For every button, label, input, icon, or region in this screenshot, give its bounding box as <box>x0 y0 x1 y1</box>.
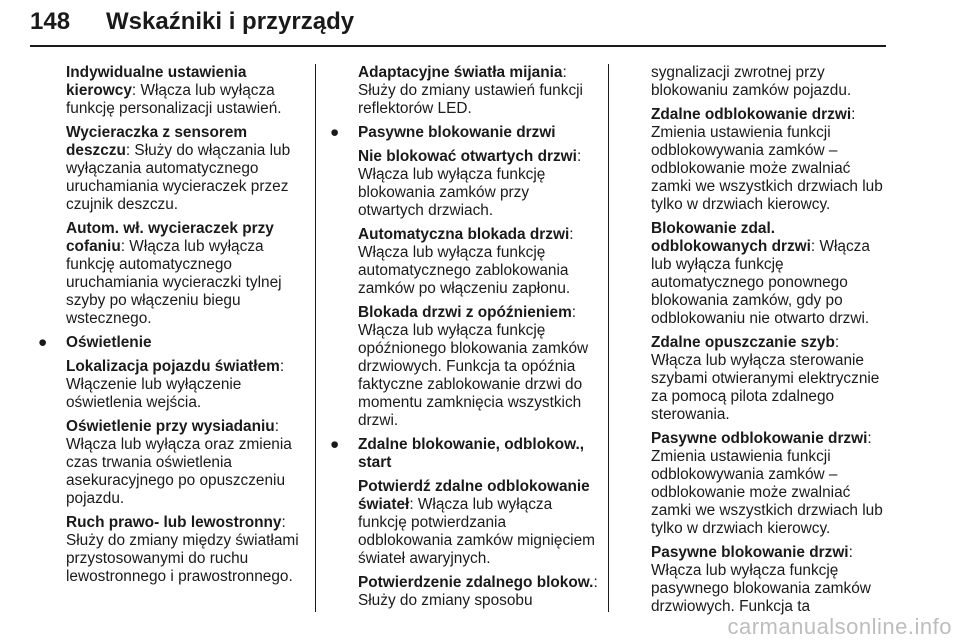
setting-description: : Służy do włączania lub wyłączania automatycznego uruchamiania wycieraczek przez czujnik deszczu. <box>66 142 291 213</box>
section-bullet <box>330 436 598 472</box>
column-2 <box>330 64 598 616</box>
setting-term: Pasywne odblokowanie drzwi <box>651 430 868 447</box>
setting-description: : Zmienia ustawienia funkcji odblokowywania zamków – odblokowanie może zwalniać zamki we wszystkich drzwiach lub tylko w drzwiach kierowcy. <box>651 106 883 213</box>
setting-description: : Włącza lub wyłącza funkcję opóźnionego blokowania zamków drzwiowych. Funkcja ta opóźnia faktyczne zablokowanie drzwi do momentu zamknięcia wszystkich drzwi. <box>358 304 589 429</box>
setting-term: Wycieraczka z sensorem deszczu <box>66 124 248 159</box>
section-heading: Zdalne blokowanie, odblokow., start <box>358 436 585 471</box>
section-bullet <box>38 334 306 352</box>
setting-term: Potwierdzenie zdalnego blokow. <box>358 574 594 591</box>
column-1 <box>38 64 306 592</box>
watermark: carmanualsonline.info <box>727 614 952 639</box>
setting-term: Zdalne odblokowanie drzwi <box>651 106 852 123</box>
setting-entry <box>651 430 891 538</box>
setting-entry <box>358 64 598 118</box>
setting-description: : Włącza lub wyłącza funkcję blokowania zamków przy otwartych drzwiach. <box>358 148 582 219</box>
setting-description: : Włącza lub wyłącza funkcję automatycznego zablokowania zamków po włączeniu zapłonu. <box>358 226 574 297</box>
setting-description: : Włącza lub wyłącza funkcję potwierdzania odblokowania zamków mignięciem świateł awaryjnych. <box>358 496 595 567</box>
setting-term: Blokowanie zdal. odblokowanych drzwi <box>651 220 811 255</box>
setting-term: Zdalne opuszczanie szyb <box>651 334 835 351</box>
setting-entry <box>358 226 598 298</box>
setting-entry <box>651 220 891 328</box>
bullet-dot-icon: ● <box>330 124 340 141</box>
column-divider <box>315 64 316 612</box>
page-title: Wskaźniki i przyrządy <box>106 8 355 35</box>
setting-description: : Włącza lub wyłącza funkcję automatycznego ponownego blokowania zamków, gdy po odblokowaniu nie otwarto drzwi. <box>651 238 870 327</box>
setting-description: : Służy do zmiany ustawień funkcji reflektorów LED. <box>358 64 583 117</box>
setting-term: Autom. wł. wycieraczek przy cofaniu <box>66 220 274 255</box>
setting-term: Adaptacyjne światła mijania <box>358 64 563 81</box>
setting-entry <box>358 478 598 568</box>
setting-term: Automatyczna blokada drzwi <box>358 226 570 243</box>
setting-term: Lokalizacja pojazdu światłem <box>66 358 280 375</box>
setting-term: Nie blokować otwartych drzwi <box>358 148 577 165</box>
setting-entry <box>651 106 891 214</box>
setting-entry <box>66 418 306 508</box>
setting-description: : Włączenie lub wyłączenie oświetlenia wejścia. <box>66 358 285 411</box>
bullet-dot-icon: ● <box>330 436 340 453</box>
setting-description: : Włącza lub wyłącza funkcję pasywnego blokowania zamków drzwiowych. Funkcja ta <box>651 544 871 615</box>
setting-description: : Służy do zmiany sposobu <box>358 574 598 609</box>
page-header <box>30 8 886 44</box>
continued-text: sygnalizacji zwrotnej przy blokowaniu zamków pojazdu. <box>651 64 852 99</box>
column-3 <box>651 64 891 622</box>
setting-entry <box>651 334 891 424</box>
setting-description: : Włącza lub wyłącza funkcję automatycznego uruchamiania wycieraczki tylnej szyby po włączeniu biegu wstecznego. <box>66 238 282 327</box>
setting-entry <box>358 148 598 220</box>
setting-entry <box>358 304 598 430</box>
setting-term: Pasywne blokowanie drzwi <box>651 544 849 561</box>
section-heading: Pasywne blokowanie drzwi <box>358 124 556 141</box>
setting-description: : Włącza lub wyłącza funkcję personalizacji ustawień. <box>66 82 282 117</box>
setting-entry <box>66 358 306 412</box>
setting-entry <box>651 544 891 616</box>
bullet-dot-icon: ● <box>38 334 48 351</box>
setting-entry <box>66 220 306 328</box>
setting-term: Potwierdź zdalne odblokowanie świateł <box>358 478 590 513</box>
setting-description: : Włącza lub wyłącza sterowanie szybami otwieranymi elektrycznie za pomocą pilota zdalnego sterowania. <box>651 334 880 423</box>
setting-entry <box>66 124 306 214</box>
section-heading: Oświetlenie <box>66 334 152 351</box>
section-bullet <box>330 124 598 142</box>
setting-entry <box>66 514 306 586</box>
setting-description: : Włącza lub wyłącza oraz zmienia czas trwania oświetlenia asekuracyjnego po opuszczeniu pojazdu. <box>66 418 292 507</box>
setting-entry <box>66 64 306 118</box>
setting-term: Oświetlenie przy wysiadaniu <box>66 418 275 435</box>
setting-description: : Zmienia ustawienia funkcji odblokowywania zamków – odblokowanie może zwalniać zamki we wszystkich drzwiach lub tylko w drzwiach kierowcy. <box>651 430 883 537</box>
setting-entry <box>358 574 598 610</box>
setting-term: Ruch prawo- lub lewostronny <box>66 514 282 531</box>
page-number: 148 <box>30 8 71 35</box>
setting-term: Blokada drzwi z opóźnieniem <box>358 304 572 321</box>
setting-description: : Służy do zmiany między światłami przystosowanymi do ruchu lewostronnego i prawostronnego. <box>66 514 299 585</box>
setting-term: Indywidualne ustawienia kierowcy <box>66 64 247 99</box>
header-rule <box>30 45 886 47</box>
column-divider <box>608 64 609 612</box>
